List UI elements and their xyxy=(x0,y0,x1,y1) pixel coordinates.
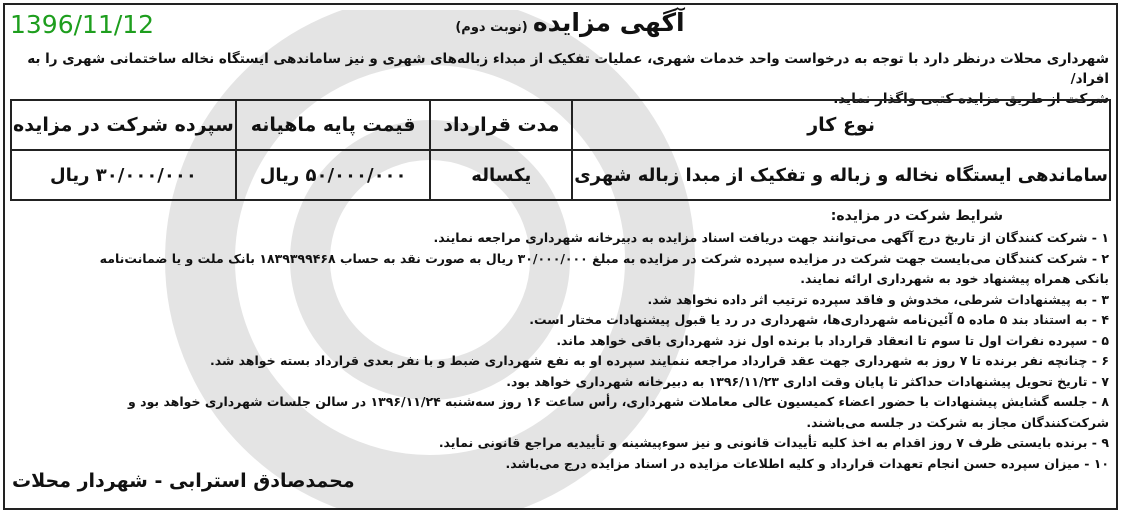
condition-line: بانکی همراه پیشنهاد خود به شهرداری ارائه نمایند. xyxy=(800,271,1109,286)
header-monthly-base-price: قیمت پایه ماهیانه xyxy=(236,100,431,150)
header-deposit: سپرده شرکت در مزایده xyxy=(11,100,236,150)
condition-line: ۱ - شرکت کنندگان از تاریخ درج آگهی می‌توانند جهت دریافت اسناد مزایده به دبیرخانه شهرداری مراجعه نمایند. xyxy=(433,230,1109,245)
header-work-type: نوع کار xyxy=(572,100,1110,150)
title-sub: (نوبت دوم) xyxy=(455,20,528,35)
cell-deposit: ۳۰/۰۰۰/۰۰۰ ریال xyxy=(11,150,236,200)
table-header-row xyxy=(11,100,1110,150)
header-contract-duration: مدت قرارداد xyxy=(430,100,572,150)
conditions-list xyxy=(9,228,1109,474)
condition-line: شرکت‌کنندگان مجاز به شرکت در جلسه می‌باشند. xyxy=(806,414,1109,430)
condition-line: ۲ - شرکت کنندگان می‌بایست جهت شرکت در مزایده سپرده شرکت در مزایده به مبلغ ۳۰/۰۰۰/۰۰۰ ریال به صورت نقد به حساب ۱۸۳۹۳۹۹۴۶۸ بانک ملت و یا ضمانت‌نامه xyxy=(99,250,1109,266)
cell-work-type: ساماندهی ایستگاه نخاله و زباله و تفکیک از مبدا زباله شهری xyxy=(572,150,1110,200)
intro-line-1: شهرداری محلات درنظر دارد با توجه به درخواست واحد خدمات شهری، عملیات تفکیک از مبداء زباله‌های شهری و نیز ساماندهی ایستگاه نخاله ساختمانی شهری را به افراد/ xyxy=(27,51,1109,87)
intro-line-2: شرکت از طریق مزایده کتبی واگذار نماید. xyxy=(833,91,1109,107)
conditions-heading: شرایط شرکت در مزایده: xyxy=(830,208,1003,224)
cell-monthly-base-price: ۵۰/۰۰۰/۰۰۰ ریال xyxy=(236,150,431,200)
publish-date: 1396/11/12 xyxy=(10,10,155,39)
condition-line: ۳ - به پیشنهادات شرطی، مخدوش و فاقد سپرده ترتیب اثر داده نخواهد شد. xyxy=(647,291,1109,307)
condition-line: ۸ - جلسه گشایش پیشنهادات با حضور اعضاء کمیسیون عالی معاملات شهرداری، رأس ساعت ۱۶ روز سه‌شنبه ۱۳۹۶/۱۱/۲۴ در سالن جلسات شهرداری خواهد بود و xyxy=(128,394,1109,409)
title-main: آگهی مزایده xyxy=(532,8,685,37)
table-row xyxy=(11,150,1110,200)
condition-line: ۶ - چنانچه نفر برنده تا ۷ روز به شهرداری جهت عقد قرارداد مراجعه ننمایند سپرده او به نفع شهرداری ضبط و با نفر بعدی قرارداد بسته خواهد شد. xyxy=(209,353,1109,368)
mayor-signature: محمدصادق استرابی - شهردار محلات xyxy=(12,470,355,492)
condition-line: ۹ - برنده بایستی ظرف ۷ روز اقدام به اخذ کلیه تأییدات قانونی و نیز سوءپیشینه و تأییدیه مراجع قانونی نماید. xyxy=(438,435,1109,450)
condition-line: ۴ - به استناد بند ۵ ماده ۵ آئین‌نامه شهرداری‌ها، شهرداری در رد یا قبول پیشنهادات مختار است. xyxy=(529,312,1109,327)
condition-line: ۱۰ - میزان سپرده حسن انجام تعهدات قرارداد و کلیه اطلاعات مزایده در اسناد مزایده درج می‌باشد. xyxy=(505,455,1109,471)
auction-table xyxy=(10,99,1111,201)
notice-title xyxy=(420,8,720,37)
cell-contract-duration: یکساله xyxy=(430,150,572,200)
condition-line: ۷ - تاریخ تحویل پیشنهادات حداکثر تا پایان وقت اداری ۱۳۹۶/۱۱/۲۳ به دبیرخانه شهرداری خواهد بود. xyxy=(506,373,1109,389)
condition-line: ۵ - سپرده نفرات اول تا سوم تا انعقاد قرارداد با برنده اول نزد شهرداری باقی خواهد ماند. xyxy=(556,332,1109,348)
